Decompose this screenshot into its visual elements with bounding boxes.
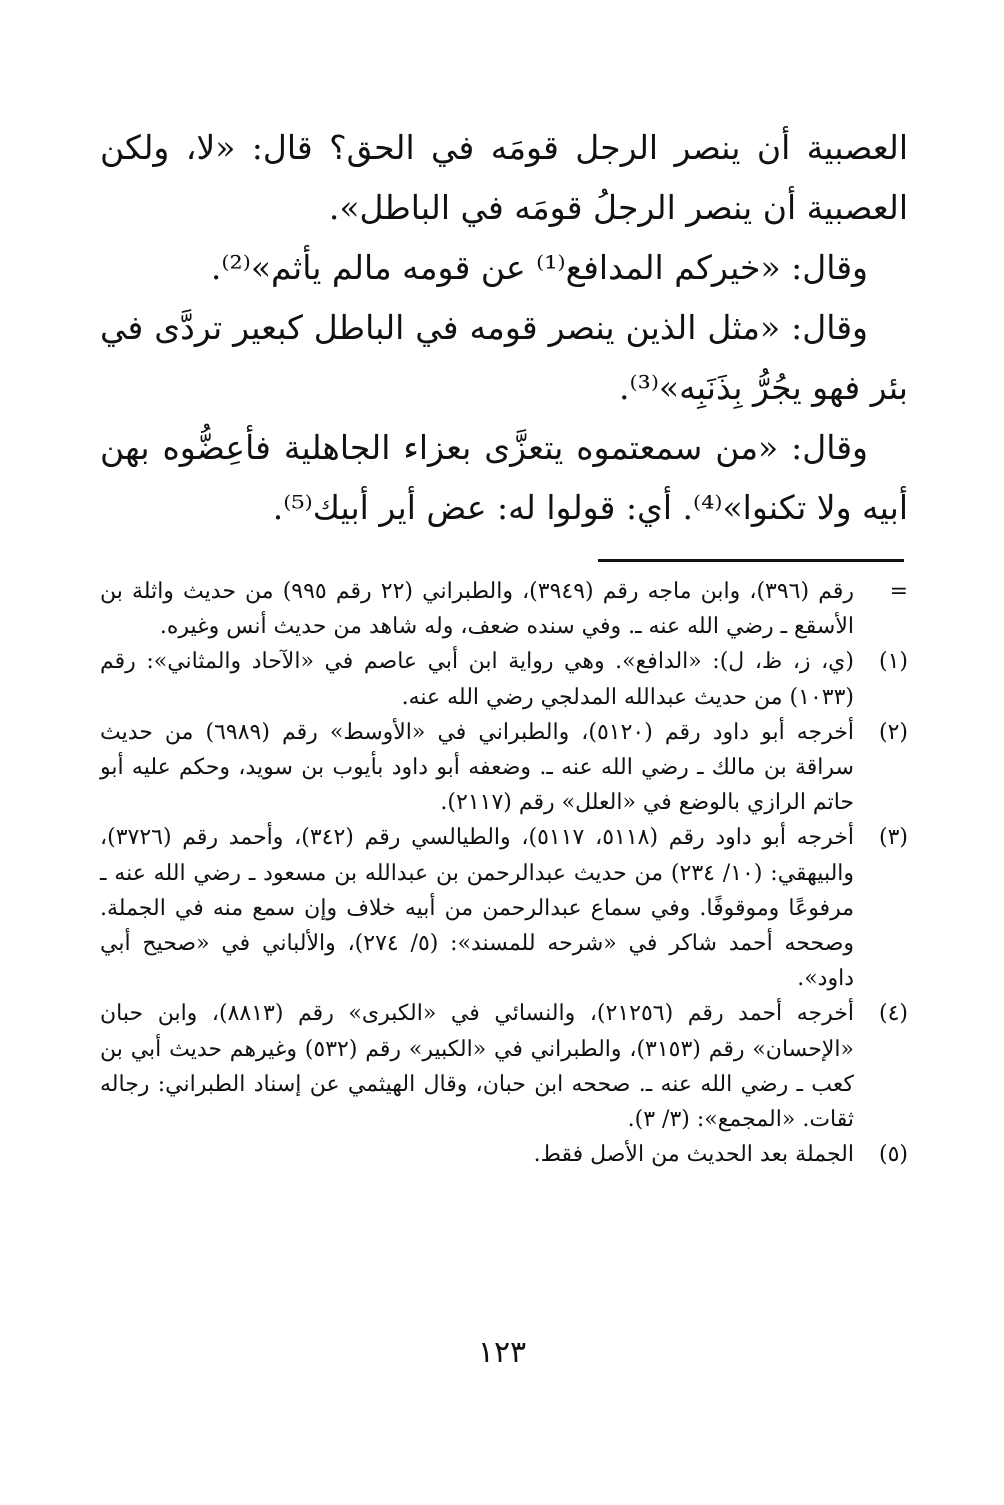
footnote-marker: (٤) <box>878 1001 908 1027</box>
footnote-4 <box>100 996 908 1137</box>
footnote-marker: (١) <box>878 649 908 675</box>
footnote-marker: (٥) <box>878 1142 908 1168</box>
footnote-marker: = <box>889 579 908 604</box>
footnote-marker: (٣) <box>878 825 908 851</box>
footnote-2 <box>100 715 908 821</box>
paragraph-2: وقال: «خيركم المدافع⁽¹⁾ عن قومه مالم يأثم»⁽²⁾. <box>210 248 868 287</box>
footnote-5 <box>100 1137 908 1172</box>
paragraph-1: العصبية أن ينصر الرجل قومَه في الحق؟ قال: «لا، ولكن العصبية أن ينصر الرجلُ قومَه في الباطل». <box>100 128 908 227</box>
footnote-text: أخرجه أحمد رقم (٢١٢٥٦)، والنسائي في «الكبرى» رقم (٨٨١٣)، وابن حبان «الإحسان» رقم (٣١٥٣)، والطبراني في «الكبير» رقم (٥٣٢) وغيرهم حديث أبي بن كعب ـ رضي الله عنه ـ. صححه ابن حبان، وقال الهيثمي عن إسناد الطبراني: رجاله ثقات. «المجمع»: (٣/ ٣). <box>100 1001 854 1133</box>
footnote-continued <box>100 574 908 644</box>
footnote-separator <box>598 559 904 562</box>
footnote-text: (ي، ز، ظ، ل): «الدافع». وهي رواية ابن أبي عاصم في «الآحاد والمثاني»: رقم (١٠٣٣) من حديث عبدالله المدلجي رضي الله عنه. <box>100 649 854 710</box>
main-text <box>100 118 908 538</box>
footnote-text: أخرجه أبو داود رقم (٥١١٨، ٥١١٧)، والطيالسي رقم (٣٤٢)، وأحمد رقم (٣٧٢٦)، والبيهقي: (١٠/ ٢٣٤) من حديث عبدالرحمن بن عبدالله بن مسعود ـ رضي الله عنه ـ مرفوعًا وموقوفًا. وفي سماع عبدالرحمن من أبيه خلاف وإن سمع منه في الجملة. وصححه أحمد شاكر في «شرحه للمسند»: (٥/ ٢٧٤)، والألباني في «صحيح أبي داود». <box>100 825 855 992</box>
footnote-1 <box>100 644 908 714</box>
paragraph-4: وقال: «من سمعتموه يتعزَّى بعزاء الجاهلية فأعِضُّوه بهن أبيه ولا تكنوا»⁽⁴⁾. أي: قولوا له: عض أير أبيك⁽⁵⁾. <box>100 428 908 527</box>
page-number: ١٢٣ <box>477 1335 527 1370</box>
footnote-text: الجملة بعد الحديث من الأصل فقط. <box>533 1142 854 1168</box>
paragraph-3: وقال: «مثل الذين ينصر قومه في الباطل كبعير تردَّى في بئر فهو يجُرُّ بِذَنَبِه»⁽³⁾. <box>100 308 908 407</box>
footnote-3 <box>100 820 908 996</box>
footnote-text: أخرجه أبو داود رقم (٥١٢٠)، والطبراني في «الأوسط» رقم (٦٩٨٩) من حديث سراقة بن مالك ـ رضي الله عنه ـ. وضعفه أبو داود بأيوب بن سويد، وحكم عليه أبو حاتم الرازي بالوضع في «العلل» رقم (٢١١٧). <box>100 719 854 816</box>
footnotes <box>100 574 908 1172</box>
footnote-text: رقم (٣٩٦)، وابن ماجه رقم (٣٩٤٩)، والطبراني (٢٢ رقم ٩٩٥) من حديث واثلة بن الأسقع ـ رضي الله عنه ـ. وفي سنده ضعف، وله شاهد من حديث أنس وغيره. <box>100 579 854 640</box>
footnote-marker: (٢) <box>878 719 908 745</box>
